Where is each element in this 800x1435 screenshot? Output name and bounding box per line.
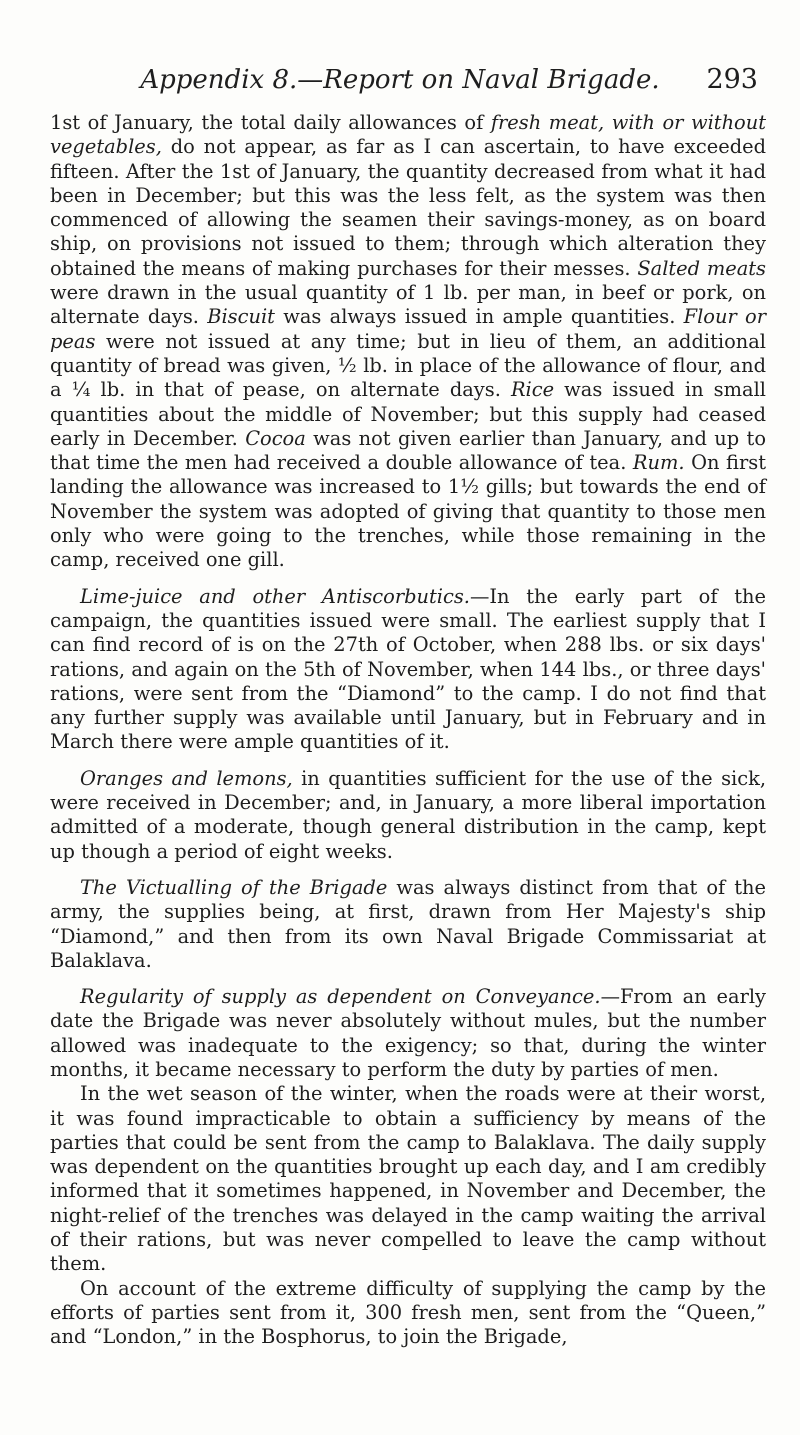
italic-phrase: Cocoa <box>245 426 306 450</box>
italic-phrase: Lime-juice and other Antiscorbutics. <box>80 584 470 608</box>
text-run: were not issued at any time; but in lieu of them, an additional quantity of bread was given, ½ lb. in place of the allowance of flour, and a ¼ lb. in that of pease, on alternate days. <box>50 329 766 402</box>
italic-phrase: Flour or peas <box>50 305 766 353</box>
italic-phrase: fresh meat, with or without vegetables, <box>50 111 767 159</box>
text-run: was always issued in ample quantities. <box>274 305 684 329</box>
paragraph <box>50 876 766 973</box>
body-text <box>50 111 766 1350</box>
paragraph <box>50 767 766 864</box>
paragraph <box>50 1082 766 1276</box>
italic-phrase: Rice <box>510 378 555 402</box>
italic-phrase: The Victualling of the Brigade <box>80 875 388 899</box>
paragraph <box>50 985 766 1082</box>
text-run: were drawn in the usual quantity of 1 lb. per man, in beef or pork, on alternate days. <box>50 281 766 329</box>
text-run: On first landing the allowance was increased to 1½ gills; but towards the end of November the system was adopted of giving that quantity to those men only who were going to the trenches, while those remaining in the camp, received one gill. <box>50 451 766 572</box>
italic-phrase: Biscuit <box>207 305 275 329</box>
text-run: was issued in small quantities about the middle of November; but this supply had ceased early in December. <box>50 378 766 450</box>
page-header <box>0 64 800 108</box>
text-run: On account of the extreme difficulty of supplying the camp by the efforts of parties sent from it, 300 fresh men, sent from the “Queen,” and “London,” in the Bosphorus, to join the Brigade, <box>50 1276 766 1349</box>
text-run: was not given earlier than January, and up to that time the men had received a double allowance of tea. <box>50 426 766 475</box>
text-run: in quantities sufficient for the use of the sick, were received in December; and, in January, a more liberal importation admitted of a moderate, though general distribution in the camp, kept up though a period of eight weeks. <box>50 766 766 863</box>
text-run: —From an early date the Brigade was never absolutely without mules, but the number allowed was inadequate to the exigency; so that, during the winter months, it became necessary to perform the duty by parties of men. <box>50 985 767 1081</box>
text-run: was always distinct from that of the army, the supplies being, at first, drawn from Her Majesty's ship “Diamond,” and then from its own Naval Brigade Commissariat at Balaklava. <box>50 875 767 972</box>
italic-phrase: Oranges and lemons, <box>80 766 293 790</box>
italic-phrase: Salted meats <box>637 256 767 280</box>
running-head: Appendix 8.—Report on Naval Brigade. <box>140 65 660 95</box>
italic-phrase: Rum. <box>632 451 685 475</box>
page-number: 293 <box>706 64 758 95</box>
text-run: —In the early part of the campaign, the quantities issued were small. The earliest supply that I can find record of is on the 27th of October, when 288 lbs. or six days' rations, and again on the 5th of November, when 144 lbs., or three days' rations, were sent from the “Diamond” to the camp. I do not find that any further supply was available until January, but in February and in March there were ample quantities of it. <box>50 584 767 754</box>
text-run: do not appear, as far as I can ascertain, to have exceeded fifteen. After the 1st of January, the quantity decreased from what it had been in December; but this was the less felt, as the system was then commenced of allowing the seamen their savings-money, as on board ship, on provisions not issued to them; through which alteration they obtained the means of making purchases for their messes. <box>50 135 766 280</box>
text-run: In the wet season of the winter, when the roads were at their worst, it was found impracticable to obtain a sufficiency by means of the parties that could be sent from the camp to Balaklava. The daily supply was dependent on the quantities brought up each day, and I am credibly informed that it sometimes happened, in November and December, the night-relief of the trenches was delayed in the camp waiting the arrival of their rations, but was never compelled to leave the camp without them. <box>50 1082 766 1276</box>
italic-phrase: Regularity of supply as dependent on Conveyance. <box>80 985 601 1009</box>
paragraph <box>50 111 766 573</box>
text-run: 1st of January, the total daily allowances of <box>50 111 491 134</box>
paragraph <box>50 1277 766 1350</box>
paragraph <box>50 585 766 755</box>
